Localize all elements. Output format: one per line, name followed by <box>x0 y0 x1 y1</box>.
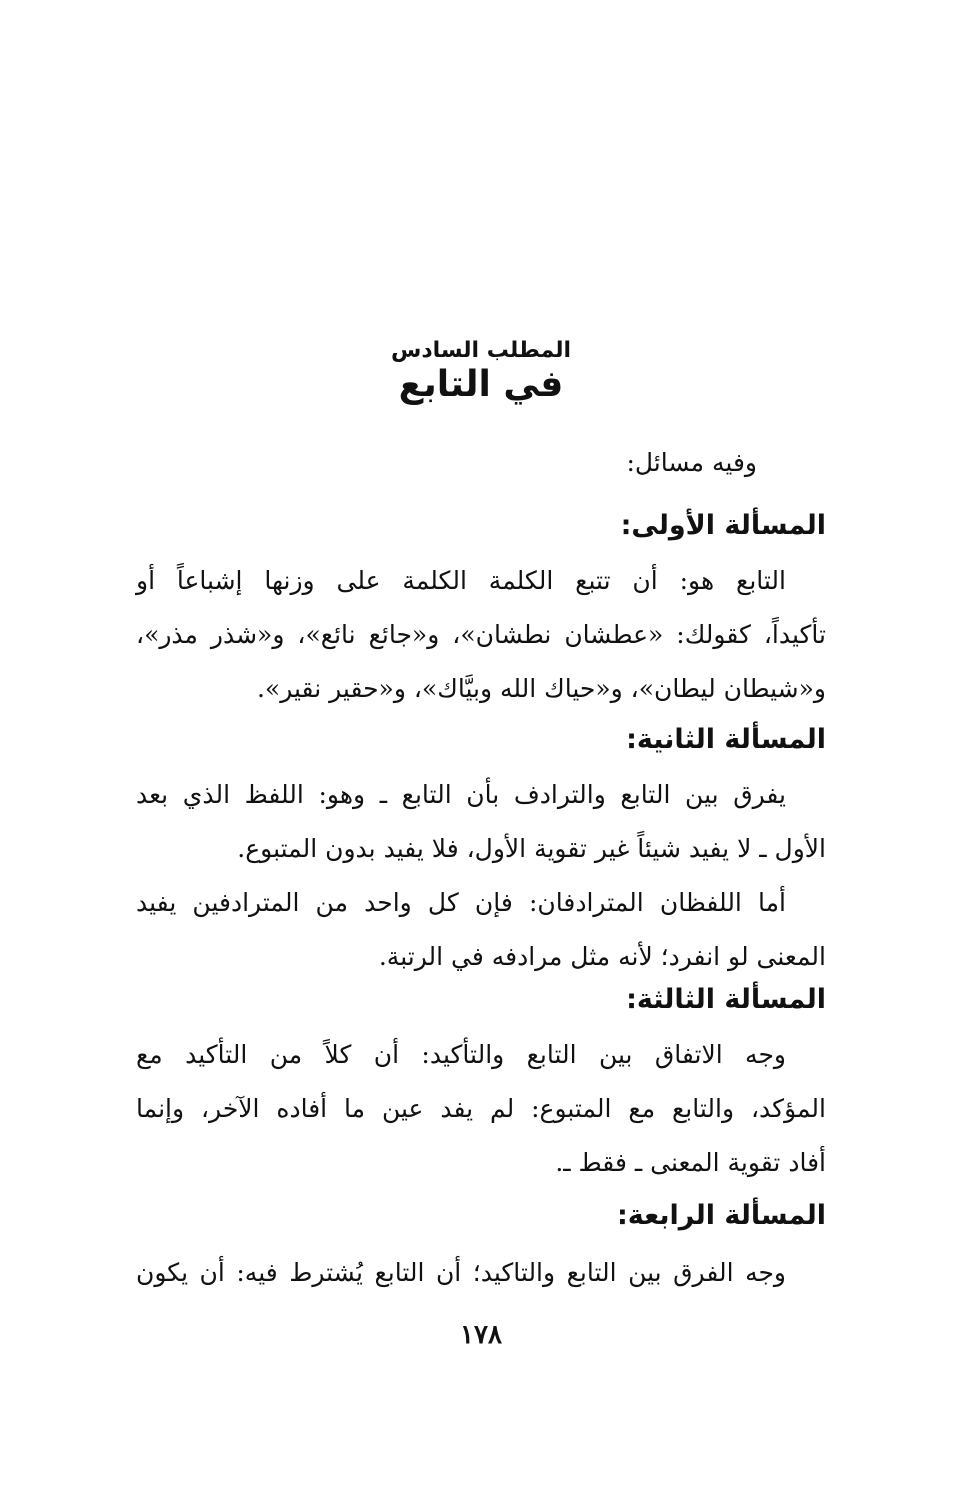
q1-line: و«شيطان ليطان»، و«حياك الله وبيَّاك»، و«حقير نقير». <box>256 674 826 703</box>
intro-text: وفيه مسائل: <box>626 448 757 477</box>
q1-line: التابع هو: أن تتبع الكلمة الكلمة على وزنها إشباعاً أو <box>136 566 786 595</box>
q4-heading: المسألة الرابعة: <box>616 1200 826 1231</box>
q1-heading: المسألة الأولى: <box>620 510 826 541</box>
q3-line: المؤكد، والتابع مع المتبوع: لم يفد عين ما أفاده الآخر، وإنما <box>136 1094 826 1123</box>
q4-paragraph <box>136 1246 826 1300</box>
q2-heading: المسألة الثانية: <box>626 724 826 755</box>
section-label: المطلب السادس <box>390 338 571 363</box>
q2-paragraph <box>136 768 826 984</box>
q2-line: المعنى لو انفرد؛ لأنه مثل مرادفه في الرتبة. <box>378 942 826 971</box>
page-number: ١٧٨ <box>460 1320 502 1350</box>
q1-line: تأكيداً، كقولك: «عطشان نطشان»، و«جائع نائع»، و«شذر مذر»، <box>136 620 826 649</box>
q3-heading: المسألة الثالثة: <box>626 984 826 1015</box>
section-title: في التابع <box>398 364 564 405</box>
q2-line: يفرق بين التابع والترادف بأن التابع ـ وهو: اللفظ الذي بعد <box>136 780 786 809</box>
q4-line: وجه الفرق بين التابع والتاكيد؛ أن التابع يُشترط فيه: أن يكون <box>136 1258 786 1287</box>
q1-paragraph <box>136 554 826 716</box>
q3-line: أفاد تقوية المعنى ـ فقط ـ. <box>555 1148 826 1177</box>
q2-line: أما اللفظان المترادفان: فإن كل واحد من المترادفين يفيد <box>136 888 786 917</box>
q3-line: وجه الاتفاق بين التابع والتأكيد: أن كلاً من التأكيد مع <box>136 1040 786 1069</box>
q3-paragraph <box>136 1028 826 1190</box>
q2-line: الأول ـ لا يفيد شيئاً غير تقوية الأول، فلا يفيد بدون المتبوع. <box>237 834 826 863</box>
